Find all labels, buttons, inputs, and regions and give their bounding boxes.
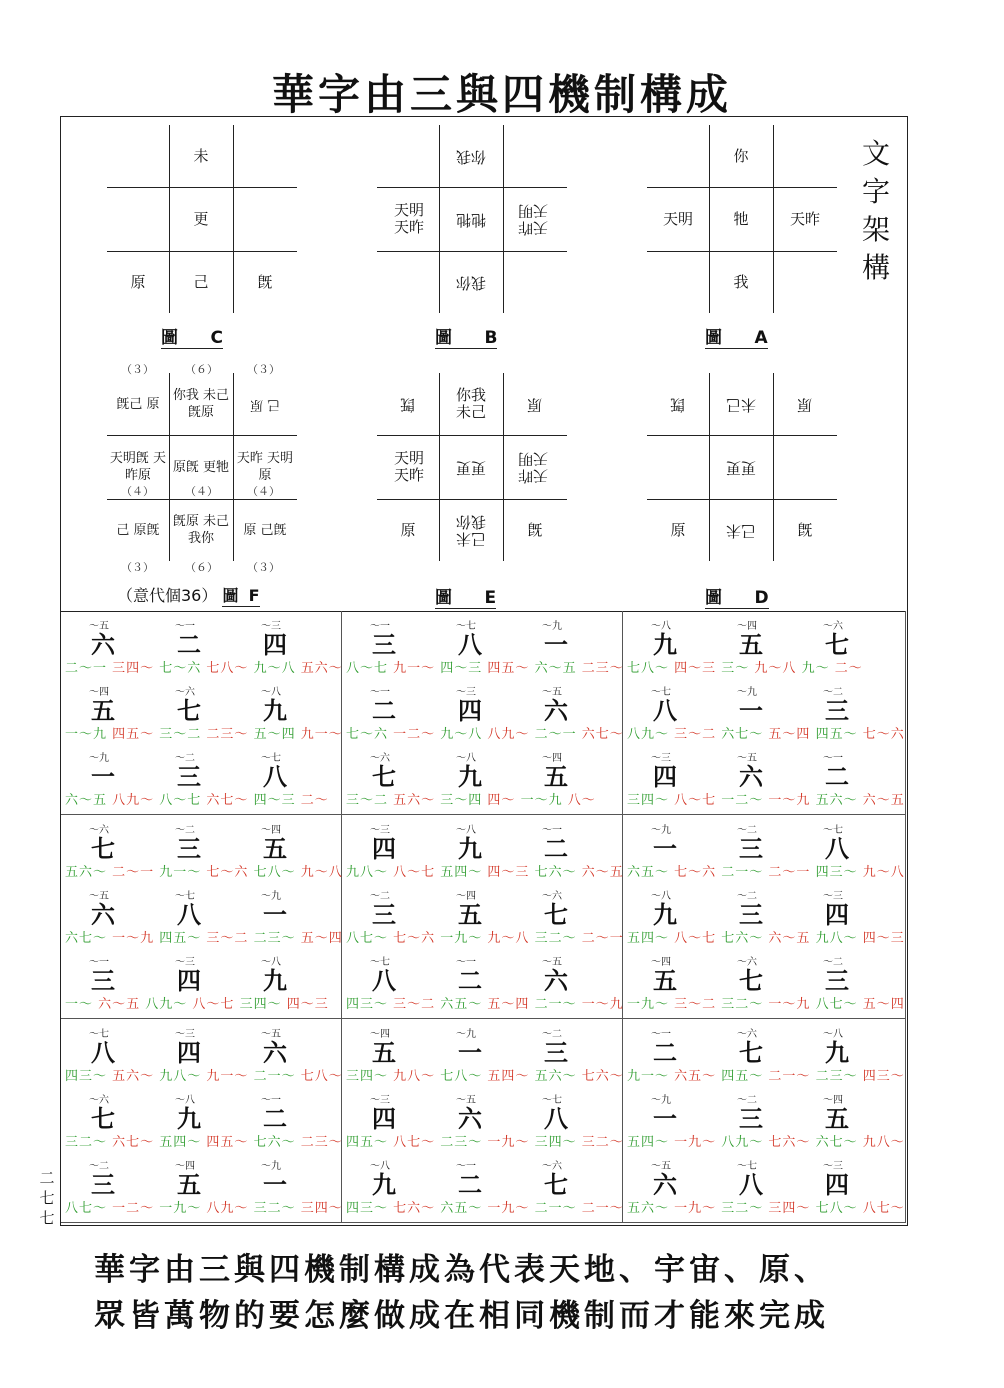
caption-f: （意代個36） 圖 F: [117, 583, 260, 607]
numeral-pairs: 六七～ 一～九 四五～ 三～二 二三～ 五～四: [65, 931, 343, 946]
diagram-d-top-left: 旣: [670, 395, 686, 414]
diagram-f-bottom: 旣原 未己 我你: [172, 514, 230, 546]
big-numeral: ～八 九: [823, 1029, 849, 1067]
big-numeral: ～八 九: [261, 957, 287, 995]
big-numeral: ～三 四: [651, 753, 677, 791]
diagram-e-center: 更更: [455, 458, 486, 477]
diagram-e-left: 天明 天昨: [393, 449, 424, 484]
big-numeral: ～一 二: [542, 825, 568, 863]
big-numeral: ～六 七: [542, 1161, 568, 1199]
big-numeral: ～一 二: [175, 621, 201, 659]
caption-line-1: 華字由三與四機制構成為代表天地、宇宙、原、: [94, 1252, 829, 1288]
big-numeral: ～一 二: [370, 687, 396, 725]
big-numeral: ～二 三: [89, 1161, 115, 1199]
diagram-a-center: 牠: [733, 209, 749, 228]
big-numeral: ～五 六: [651, 1161, 677, 1199]
diagram-d-bottom: 己未: [725, 521, 756, 540]
diagram-c-center: 更: [193, 209, 209, 228]
big-numeral: ～九 一: [542, 621, 568, 659]
caption-c: 圖 C: [161, 323, 223, 349]
numeral-pairs: 九一～ 六五～ 四五～ 二一～ 二三～ 四三～: [627, 1069, 905, 1084]
big-numeral: ～二 三: [737, 1095, 763, 1133]
big-numeral: ～九 一: [261, 891, 287, 929]
big-numeral: ～三 四: [823, 1161, 849, 1199]
numeral-pairs: 一九～ 三～二 三二～ 一～九 八七～ 五～四: [627, 997, 905, 1012]
big-numeral: ～三 四: [261, 621, 287, 659]
big-numeral: ～六 七: [89, 1095, 115, 1133]
diagram-f: [107, 373, 297, 563]
big-numeral: ～九 一: [89, 753, 115, 791]
big-numeral: ～八 九: [651, 621, 677, 659]
big-numeral: ～三 四: [175, 957, 201, 995]
big-numeral: ～一 三: [370, 621, 396, 659]
numeral-pairs: 三二～ 六七～ 五四～ 四五～ 七六～ 二三～: [65, 1135, 343, 1150]
numeral-pairs: 五六～ 一九～ 三二～ 三四～ 七八～ 八七～: [627, 1201, 905, 1216]
big-numeral: ～五 六: [542, 957, 568, 995]
numeral-pairs: 八七～ 一二～ 一九～ 八九～ 三二～ 三四～: [65, 1201, 343, 1216]
big-numeral: ～一 二: [456, 957, 482, 995]
diagram-e-bottom: 己未 我你: [456, 513, 487, 548]
diagram-e-bottom-left: 原: [400, 520, 416, 539]
number-block: [623, 611, 906, 815]
numeral-pairs: 八～七 九一～ 四～三 四五～ 六～五 二三～: [346, 661, 624, 676]
big-numeral: ～六 七: [823, 621, 849, 659]
diagram-section: [61, 117, 906, 612]
big-numeral: ～三 四: [175, 1029, 201, 1067]
big-numeral: ～三 四: [370, 1095, 396, 1133]
big-numeral: ～九 一: [651, 825, 677, 863]
big-numeral: ～二 三: [175, 825, 201, 863]
big-numeral: ～六 七: [737, 957, 763, 995]
big-numeral: ～二 三: [737, 891, 763, 929]
big-numeral: ～五 六: [89, 891, 115, 929]
big-numeral: ～四 五: [456, 891, 482, 929]
diagram-d-center: 更更: [725, 458, 756, 477]
diagram-b-right: 天昨 天明: [518, 202, 549, 237]
count-label: （３）: [247, 561, 280, 574]
numeral-pairs: 三四～ 九八～ 七八～ 五四～ 五六～ 七六～: [346, 1069, 624, 1084]
number-block: [623, 815, 906, 1019]
big-numeral: ～二 三: [175, 753, 201, 791]
number-block: [342, 1019, 623, 1223]
big-numeral: ～一 二: [456, 1161, 482, 1199]
big-numeral: ～四 五: [261, 825, 287, 863]
diagram-f-center: 原旣 更牠: [172, 459, 230, 475]
numeral-pairs: 五六～ 二～一 九一～ 七～六 七八～ 九～八: [65, 865, 343, 880]
big-numeral: ～二 三: [370, 891, 396, 929]
diagram-d-top-right: 原: [797, 395, 813, 414]
diagram-e-right: 天昨 天明: [518, 450, 549, 485]
big-numeral: ～三 四: [370, 825, 396, 863]
big-numeral: ～九 一: [261, 1161, 287, 1199]
numeral-pairs: 四三～ 三～二 六五～ 五～四 二一～ 一～九: [346, 997, 624, 1012]
number-block: [342, 815, 623, 1019]
caption-d: 圖 D: [705, 583, 769, 609]
big-numeral: ～八 九: [456, 825, 482, 863]
diagram-e-top-right: 原: [527, 395, 543, 414]
diagram-d-bottom-right: 旣: [797, 520, 813, 539]
diagram-b: [377, 125, 567, 315]
numeral-pairs: 一～九 四五～ 三～二 二三～ 五～四 九一～: [65, 727, 343, 742]
big-numeral: ～四 五: [89, 687, 115, 725]
diagram-c-bottom-right: 旣: [257, 272, 273, 291]
big-numeral: ～一 三: [89, 957, 115, 995]
numeral-pairs: 三～二 五六～ 三～四 四～ 一～九 八～: [346, 793, 596, 808]
count-label: （３）: [247, 363, 280, 376]
numeral-pairs: 九八～ 八～七 五四～ 四～三 七六～ 六～五: [346, 865, 624, 880]
number-grid: [61, 611, 906, 1225]
page-title: 華字由三與四機制構成: [271, 70, 732, 119]
big-numeral: ～三 四: [823, 891, 849, 929]
big-numeral: ～八 九: [175, 1095, 201, 1133]
number-block: [623, 1019, 906, 1223]
big-numeral: ～三 四: [456, 687, 482, 725]
diagram-e-top: 你我 未己: [455, 386, 486, 421]
count-label: （４）: [185, 485, 218, 498]
diagram-a-right: 天昨: [789, 209, 820, 228]
big-numeral: ～二 三: [823, 957, 849, 995]
count-label: （３）: [121, 561, 154, 574]
caption-line-2: 眾皆萬物的要怎麼做成在相同機制而才能來完成: [94, 1298, 829, 1334]
big-numeral: ～四 五: [737, 621, 763, 659]
diagram-a-top: 你: [733, 146, 749, 165]
numeral-pairs: 三四～ 八～七 一二～ 一～九 五六～ 六～五: [627, 793, 905, 808]
diagram-e-top-left: 旣: [400, 395, 416, 414]
page-number: 二七七: [39, 1169, 55, 1227]
big-numeral: ～八 九: [261, 687, 287, 725]
big-numeral: ～六 七: [175, 687, 201, 725]
diagram-d-bottom-left: 原: [670, 520, 686, 539]
number-block: [342, 611, 623, 815]
count-label: （３）: [121, 363, 154, 376]
diagram-b-bottom: 我你: [455, 273, 486, 292]
big-numeral: ～七 八: [651, 687, 677, 725]
diagram-e: [377, 373, 567, 563]
big-numeral: ～九 一: [456, 1029, 482, 1067]
diagram-c-top: 未: [193, 146, 209, 165]
big-numeral: ～五 六: [737, 753, 763, 791]
numeral-pairs: 二～一 三四～ 七～六 七八～ 九～八 五六～: [65, 661, 343, 676]
diagram-f-bottom-right: 原 己旣: [243, 522, 287, 538]
diagram-f-mid-left: 天明旣 天昨原: [109, 451, 167, 483]
big-numeral: ～二 三: [737, 825, 763, 863]
diagram-b-top: 你我: [455, 147, 486, 166]
diagram-c-bottom-left: 原: [130, 272, 146, 291]
diagram-a-left: 天明: [662, 209, 693, 228]
caption-e: 圖 E: [435, 583, 496, 609]
diagram-e-bottom-right: 旣: [527, 520, 543, 539]
count-label: （６）: [185, 363, 218, 376]
diagram-f-bottom-left: 己 原旣: [116, 522, 160, 538]
big-numeral: ～六 七: [89, 825, 115, 863]
diagram-f-top-left: 旣己 原: [116, 396, 160, 412]
big-numeral: ～二 三: [542, 1029, 568, 1067]
count-label: （４）: [121, 485, 154, 498]
diagram-a-bottom: 我: [733, 272, 749, 291]
diagram-f-top-right: 己 原: [249, 396, 281, 412]
big-numeral: ～五 六: [456, 1095, 482, 1133]
side-title: 文字架構: [861, 137, 890, 284]
big-numeral: ～一 二: [261, 1095, 287, 1133]
big-numeral: ～七 八: [261, 753, 287, 791]
big-numeral: ～七 八: [542, 1095, 568, 1133]
numeral-pairs: 八七～ 七～六 一九～ 九～八 三二～ 二～一: [346, 931, 624, 946]
numeral-pairs: 一～ 六～五 八九～ 八～七 三四～ 四～三: [65, 997, 329, 1012]
number-block: [61, 611, 342, 815]
big-numeral: ～一 二: [823, 753, 849, 791]
big-numeral: ～六 七: [542, 891, 568, 929]
count-label: （６）: [185, 561, 218, 574]
diagram-d: [647, 373, 837, 563]
diagram-c: [107, 125, 297, 315]
big-numeral: ～二 三: [823, 687, 849, 725]
numeral-pairs: 七八～ 四～三 三～ 九～八 九～ 二～: [627, 661, 863, 676]
numeral-pairs: 五四～ 八～七 七六～ 六～五 九八～ 四～三: [627, 931, 905, 946]
main-frame: [60, 116, 908, 1226]
caption-b: 圖 B: [435, 323, 497, 349]
big-numeral: ～七 八: [823, 825, 849, 863]
big-numeral: ～七 八: [175, 891, 201, 929]
numeral-pairs: 四三～ 五六～ 九八～ 九一～ 二一～ 七八～: [65, 1069, 343, 1084]
big-numeral: ～一 二: [651, 1029, 677, 1067]
big-numeral: ～七 八: [370, 957, 396, 995]
diagram-b-left: 天明 天昨: [393, 201, 424, 236]
numeral-pairs: 六五～ 七～六 二一～ 二～一 四三～ 九～八: [627, 865, 905, 880]
diagram-f-mid-right: 天昨 天明原: [236, 451, 294, 483]
big-numeral: ～六 七: [370, 753, 396, 791]
big-numeral: ～七 八: [737, 1161, 763, 1199]
big-numeral: ～九 一: [737, 687, 763, 725]
big-numeral: ～四 五: [542, 753, 568, 791]
big-numeral: ～四 五: [175, 1161, 201, 1199]
numeral-pairs: 七～六 一二～ 九～八 八九～ 二～一 六七～: [346, 727, 624, 742]
diagram-c-bottom: 己: [193, 272, 209, 291]
big-numeral: ～四 五: [651, 957, 677, 995]
big-numeral: ～八 九: [456, 753, 482, 791]
big-numeral: ～八 九: [370, 1161, 396, 1199]
numeral-pairs: 五四～ 一九～ 八九～ 七六～ 六七～ 九八～: [627, 1135, 905, 1150]
diagram-a: [647, 125, 837, 315]
big-numeral: ～四 五: [370, 1029, 396, 1067]
numeral-pairs: 八九～ 三～二 六七～ 五～四 四五～ 七～六: [627, 727, 905, 742]
big-numeral: ～九 一: [651, 1095, 677, 1133]
big-numeral: ～五 六: [261, 1029, 287, 1067]
diagram-f-top: 你我 未己 旣原: [172, 388, 230, 420]
big-numeral: ～六 七: [737, 1029, 763, 1067]
numeral-pairs: 四三～ 七六～ 六五～ 一九～ 二一～ 二一～: [346, 1201, 624, 1216]
big-numeral: ～八 九: [651, 891, 677, 929]
big-numeral: ～七 八: [456, 621, 482, 659]
diagram-b-center: 牠牠: [455, 210, 486, 229]
number-block: [61, 1019, 342, 1223]
numeral-pairs: 四五～ 八七～ 二三～ 一九～ 三四～ 三二～: [346, 1135, 624, 1150]
big-numeral: ～五 六: [89, 621, 115, 659]
numeral-pairs: 六～五 八九～ 八～七 六七～ 四～三 二～: [65, 793, 329, 808]
number-block: [61, 815, 342, 1019]
big-numeral: ～四 五: [823, 1095, 849, 1133]
big-numeral: ～七 八: [89, 1029, 115, 1067]
count-label: （４）: [247, 485, 280, 498]
caption-a: 圖 A: [705, 323, 768, 349]
big-numeral: ～五 六: [542, 687, 568, 725]
diagram-d-top: 未己: [725, 395, 756, 414]
